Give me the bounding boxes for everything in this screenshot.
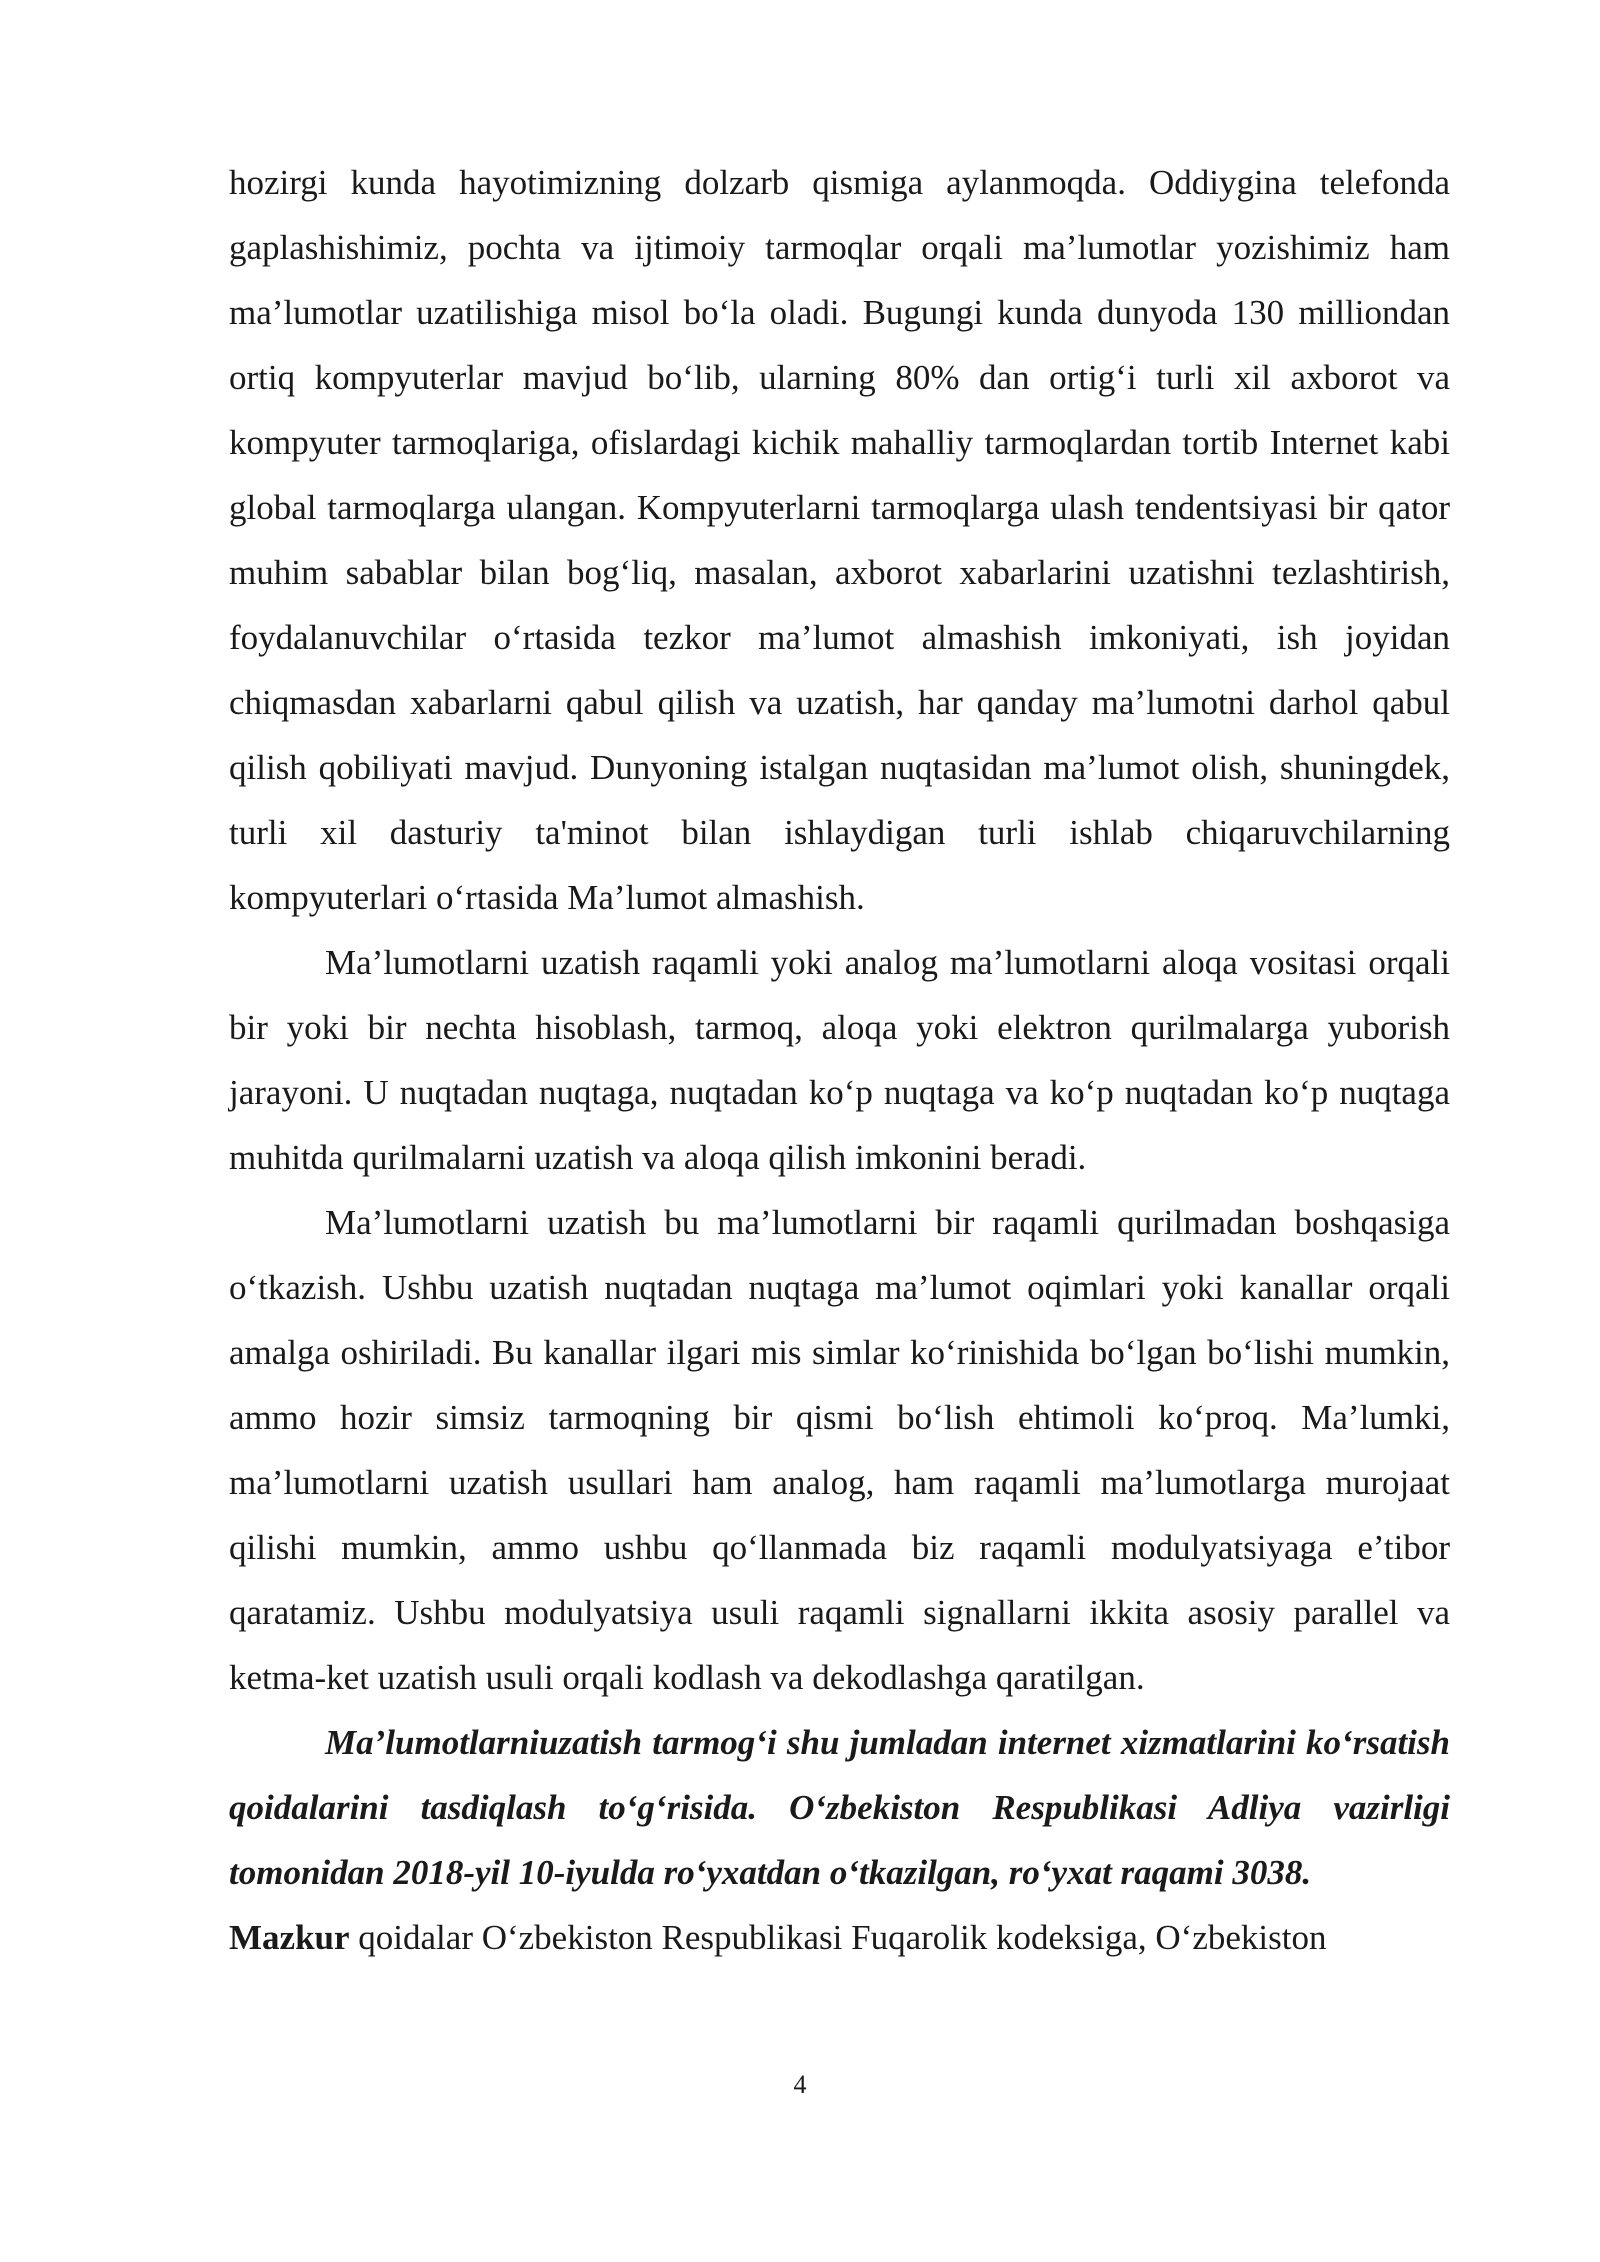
statute-heading: Ma’lumotlarniuzatish tarmog‘i shu jumladan internet xizmatlarini ko‘rsatish qoidalarini tasdiqlash to‘g‘risida. O‘zbekiston Respublikasi Adliya vazirligi tomonidan 2018-yil 10-iyulda ro‘yxatdan o‘tkazilgan, ro‘yxat raqami 3038. xyxy=(229,1723,1450,1892)
body-paragraph-2: Ma’lumotlarni uzatish raqamli yoki analog ma’lumotlarni aloqa vositasi orqali bir yoki bir nechta hisoblash, tarmoq, aloqa yoki elektron qurilmalarga yuborish jarayoni. U nuqtadan nuqtaga, nuqtadan ko‘p nuqtaga va ko‘p nuqtadan ko‘p nuqtaga muhitda qurilmalarni uzatish va aloqa qilish imkonini beradi. xyxy=(229,943,1450,1177)
body-paragraph-1: hozirgi kunda hayotimizning dolzarb qismiga aylanmoqda. Oddiygina telefonda gaplashishimiz, pochta va ijtimoiy tarmoqlar orqali ma’lumotlar yozishimiz ham ma’lumotlar uzatilishiga misol bo‘la oladi. Bugungi kunda dunyoda 130 milliondan ortiq kompyuterlar mavjud bo‘lib, ularning 80% dan ortig‘i turli xil axborot va kompyuter tarmoqlariga, ofislardagi kichik mahalliy tarmoqlardan tortib Internet kabi global tarmoqlarga ulangan. Kompyuterlarni tarmoqlarga ulash tendentsiyasi bir qator muhim sabablar bilan bog‘liq, masalan, axborot xabarlarini uzatishni tezlashtirish, foydalanuvchilar o‘rtasida tezkor ma’lumot almashish imkoniyati, ish joyidan chiqmasdan xabarlarni qabul qilish va uzatish, har qanday ma’lumotni darhol qabul qilish qobiliyati mavjud. Dunyoning istalgan nuqtasidan ma’lumot olish, shuningdek, turli xil dasturiy ta'minot bilan ishlaydigan turli ishlab chiqaruvchilarning kompyuterlari o‘rtasida Ma’lumot almashish. xyxy=(229,163,1450,917)
body-paragraph-5-text: qoidalar O‘zbekiston Respublikasi Fuqarolik kodeksiga, O‘zbekiston xyxy=(349,1918,1327,1957)
lead-word: Mazkur xyxy=(229,1918,350,1957)
page-number: 4 xyxy=(793,2070,807,2099)
body-paragraph-5 xyxy=(229,1905,1450,1970)
page-content xyxy=(229,150,1450,1970)
body-paragraph-3: Ma’lumotlarni uzatish bu ma’lumotlarni bir raqamli qurilmadan boshqasiga o‘tkazish. Ushbu uzatish nuqtadan nuqtaga ma’lumot oqimlari yoki kanallar orqali amalga oshiriladi. Bu kanallar ilgari mis simlar ko‘rinishida bo‘lgan bo‘lishi mumkin, ammo hozir simsiz tarmoqning bir qismi bo‘lish ehtimoli ko‘proq. Ma’lumki, ma’lumotlarni uzatish usullari ham analog, ham raqamli ma’lumotlarga murojaat qilishi mumkin, ammo ushbu qo‘llanmada biz raqamli modulyatsiyaga e’tibor qaratamiz. Ushbu modulyatsiya usuli raqamli signallarni ikkita asosiy parallel va ketma-ket uzatish usuli orqali kodlash va dekodlashga qaratilgan. xyxy=(229,1203,1450,1697)
